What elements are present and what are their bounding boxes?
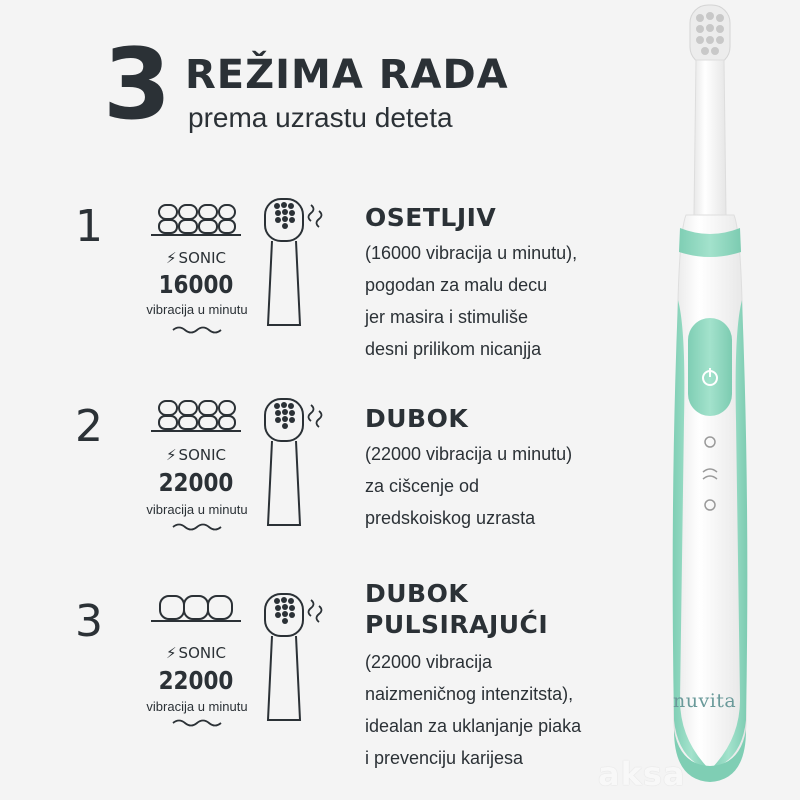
mode-description: (16000 vibracija u minutu), pogodan za malu decu jer masira i stimuliše desni prilikom nicanjja bbox=[365, 243, 578, 359]
mode-description: (22000 vibracija naizmeničnog intenzitsta), idealan za uklanjanje piaka i prevenciju karijesa bbox=[365, 652, 582, 768]
mode-description: (22000 vibracija u minutu) za cišcenje od predskoiskog uzrasta bbox=[365, 444, 573, 528]
wave-icon bbox=[172, 718, 222, 728]
frequency-value: 16000 bbox=[158, 270, 234, 299]
toothbrush-image bbox=[650, 0, 800, 800]
sonic-label: ⚡ SONIC bbox=[166, 446, 226, 464]
brush-head-icon bbox=[258, 395, 328, 530]
mode-number: 2 bbox=[75, 401, 103, 452]
wave-icon bbox=[172, 522, 222, 532]
brand-logo: nuvita bbox=[673, 690, 737, 712]
mode-title: OSETLJIV bbox=[365, 203, 497, 232]
teeth-icon bbox=[150, 399, 242, 433]
frequency-caption: vibracija u minutu bbox=[146, 699, 248, 714]
frequency-value: 22000 bbox=[158, 666, 234, 695]
frequency-value: 22000 bbox=[158, 468, 234, 497]
sonic-label: ⚡ SONIC bbox=[166, 249, 226, 267]
teeth-icon bbox=[150, 203, 242, 237]
mode-title: DUBOK bbox=[365, 404, 469, 433]
watermark: aksa bbox=[598, 755, 686, 793]
mode-count: 3 bbox=[103, 28, 172, 142]
mode-number: 1 bbox=[75, 201, 103, 252]
lightning-icon: ⚡ bbox=[166, 446, 177, 464]
mode-title: DUBOK PULSIRAJUĆI bbox=[365, 579, 549, 640]
brush-head-icon bbox=[258, 195, 328, 330]
lightning-icon: ⚡ bbox=[166, 249, 177, 267]
sonic-label: ⚡ SONIC bbox=[166, 644, 226, 662]
lightning-icon: ⚡ bbox=[166, 644, 177, 662]
mode-number: 3 bbox=[75, 596, 103, 647]
teeth-icon bbox=[150, 594, 242, 624]
brush-head-icon bbox=[258, 590, 328, 725]
wave-icon bbox=[172, 325, 222, 335]
frequency-caption: vibracija u minutu bbox=[146, 302, 248, 317]
page-title: REŽIMA RADA bbox=[185, 52, 509, 98]
page-subtitle: prema uzrastu deteta bbox=[188, 102, 453, 133]
frequency-caption: vibracija u minutu bbox=[146, 502, 248, 517]
